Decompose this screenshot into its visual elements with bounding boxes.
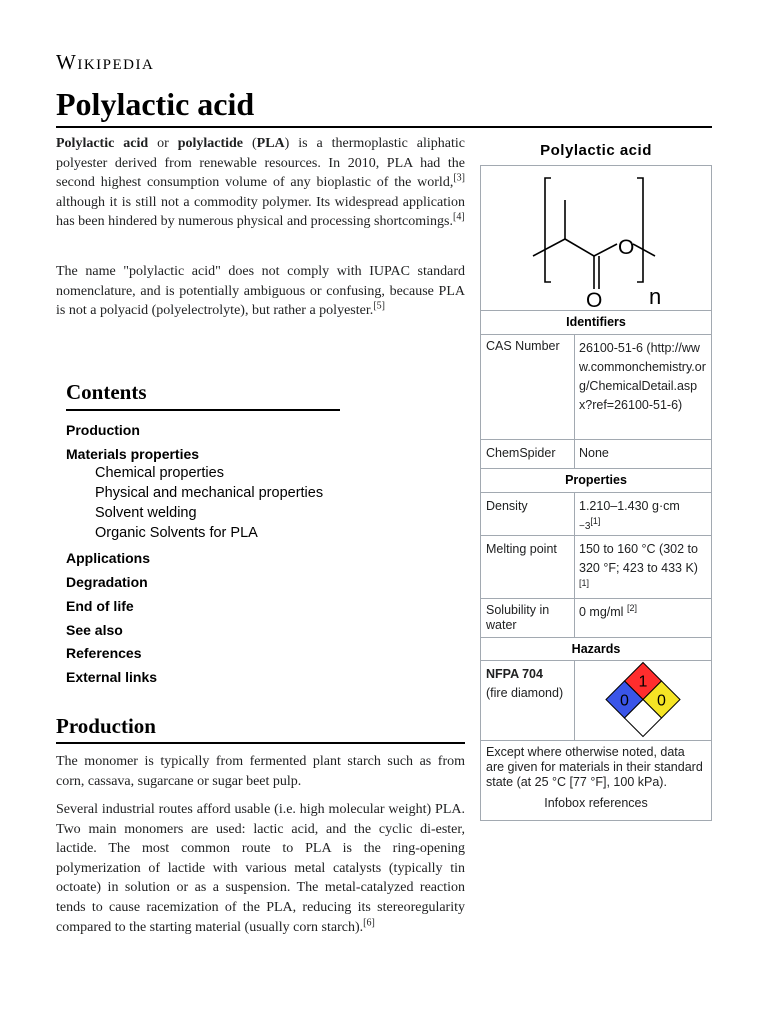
toc-divider [66,409,340,411]
repeat-unit-n: n [649,284,662,309]
oxygen-atom-label: O [618,236,635,259]
toc-sub-solvent-welding[interactable]: Solvent welding [95,505,197,522]
bond-4 [633,244,655,256]
production-text: Several industrial routes afford usable (i.e. high molecular weight) PLA. Two main monomers are used: lactic acid, and the cyclic di-ester, lactide. The most common route to PLA is the ring-opening polymerization of lactide with various metal catalysts (typically tin octoate) in solution or as a suspension. The metal-catalyzed reaction tends to cause racemization of the PLA, reducing its stereoregularity compared to the starting material (usually corn starch). [56,802,465,935]
infobox [480,136,712,821]
citation-1-melting[interactable]: [1] [579,577,590,588]
intro-text-a: ) is a thermoplastic aliphatic polyester derived from renewable resources. In 2010, PLA had the second highest consumption volume of any bioplastic of the world, [56,136,465,191]
toc-title: Contents [66,380,147,404]
nfpa-subtitle: (fire diamond) [486,686,564,700]
carbonyl-oxygen-label: O [586,289,603,310]
intro-text-b: although it is still not a commodity polymer. Its widespread application has been hindered by numerous physical and processing shortcomings. [56,194,465,230]
term-pla: PLA [256,136,285,151]
value-density [575,493,711,535]
left-bracket [545,178,551,282]
section-hazards: Hazards [481,638,711,661]
toc-item-degradation[interactable]: Degradation [66,574,148,591]
label-cas-number: CAS Number [481,335,575,439]
value-melting-point [575,536,711,598]
toc-item-production[interactable]: Production [66,421,140,438]
instability-rating: 0 [657,692,666,710]
section-divider [56,742,465,744]
fire-diamond-icon[interactable] [575,661,711,738]
section-heading-production: Production [56,714,156,738]
infobox-table [480,165,712,821]
infobox-references-link[interactable]: Infobox references [544,796,648,810]
row-chemspider [481,440,711,469]
intro-paragraph-1 [56,134,465,232]
citation-6[interactable]: [6] [363,916,375,928]
section-properties: Properties [481,469,711,493]
table-of-contents [66,380,340,690]
label-density: Density [481,493,575,535]
structure-image[interactable] [481,166,711,311]
value-cas-number[interactable]: 26100-51-6 (http://www.commonchemistry.org/ChemicalDetail.aspx?ref=26100-51-6) [579,341,706,412]
row-density [481,493,711,536]
label-solubility: Solubility in water [481,599,575,637]
label-nfpa [481,661,575,740]
infobox-caption: Polylactic acid [540,142,652,159]
production-paragraph-1: The monomer is typically from fermented plant starch such as from corn, cassava, sugarcane or sugar beet pulp. [56,754,465,789]
value-solubility [575,599,711,637]
flammability-rating: 1 [638,673,648,691]
citation-1-density[interactable]: [1] [590,515,601,526]
health-rating: 0 [620,692,629,710]
toc-item-references[interactable]: References [66,645,142,662]
section-identifiers: Identifiers [481,311,711,335]
production-paragraph-2 [56,800,465,937]
toc-item-external-links[interactable]: External links [66,669,158,686]
nfpa-title[interactable]: NFPA 704 [486,667,543,681]
row-cas-number [481,335,711,440]
row-solubility [481,599,711,638]
term-polylactide: polylactide [177,136,244,151]
wikipedia-logo[interactable]: Wikipedia [56,50,155,74]
solubility-value: 0 mg/ml [579,605,627,619]
toc-sub-physical-mechanical[interactable]: Physical and mechanical properties [95,485,324,502]
toc-sub-organic-solvents[interactable]: Organic Solvents for PLA [95,525,258,542]
label-melting-point: Melting point [481,536,575,598]
bond-2 [565,239,594,256]
value-chemspider: None [579,446,609,460]
toc-item-see-also[interactable]: See also [66,621,123,638]
citation-4[interactable]: [4] [452,211,465,223]
citation-2[interactable]: [2] [626,602,637,613]
row-nfpa-704 [481,661,711,741]
term-polylactic-acid: Polylactic acid [56,136,149,151]
title-divider [56,126,712,128]
melting-value: 150 to 160 °C (302 to 320 °F; 423 to 433 K) [579,542,698,575]
intro-paragraph-2 [56,262,465,321]
density-value: 1.210–1.430 g·cm [579,499,680,513]
toc-item-end-of-life[interactable]: End of life [66,597,134,614]
citation-3[interactable]: [3] [453,172,465,184]
toc-item-applications[interactable]: Applications [66,550,151,567]
bond-3 [594,244,617,256]
intro-text-c: The name "polylactic acid" does not comply with IUPAC standard nomenclature, and is potentially ambiguous or confusing, because PLA is not a polyacid (polyelectrolyte), but rather a polyester. [56,264,465,319]
citation-5[interactable]: [5] [373,300,385,312]
row-melting-point [481,536,711,599]
label-chemspider: ChemSpider [481,440,575,468]
toc-sub-chemical-properties[interactable]: Chemical properties [95,465,224,482]
pla-structure-diagram [481,166,711,310]
infobox-note: Except where otherwise noted, data are given for materials in their standard state (at 25 °C [77 °F], 100 kPa). [486,745,703,789]
page-title: Polylactic acid [56,86,255,122]
toc-item-materials-properties[interactable]: Materials properties [66,446,200,463]
bond-1 [533,239,565,256]
density-exponent: −3 [579,521,591,532]
right-bracket [637,178,643,282]
text-paren: ( [243,136,257,151]
nfpa-diamond-cell [575,661,711,740]
text-or: or [148,136,178,151]
